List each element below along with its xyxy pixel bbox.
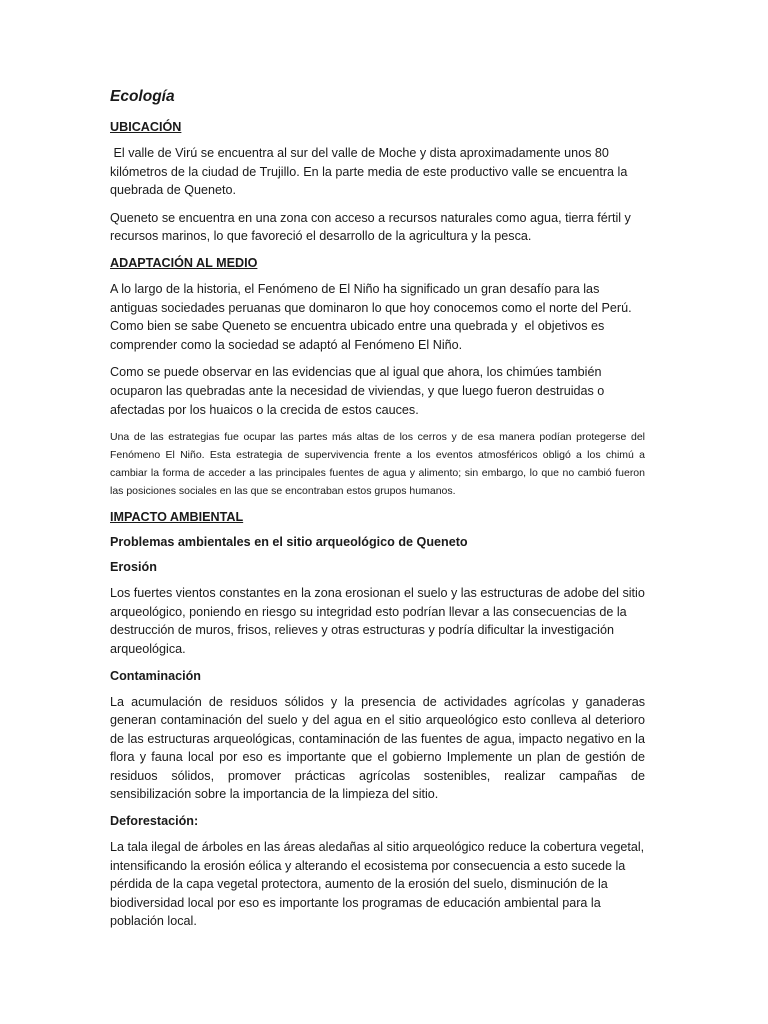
deforestacion-paragraph: La tala ilegal de árboles en las áreas aledañas al sitio arqueológico reduce la cobertura vegetal, intensificando la erosión eólica y alterando el ecosistema por consecuencia a esto sucede la pérdida de la capa vegetal protectora, aumento de la erosión del suelo, disminución de la biodiversidad local por eso es importante los programas de educación ambiental para la población local.: [110, 840, 645, 929]
impacto-subtitle: Problemas ambientales en el sitio arqueológico de Queneto: [110, 535, 468, 550]
deforestacion-heading: Deforestación:: [110, 814, 199, 829]
paragraph-adaptacion-1: A lo largo de la historia, el Fenómeno de El Niño ha significado un gran desafío para las antiguas sociedades peruanas que dominaron lo que hoy conocemos como el norte del Perú. Como bien se sabe Queneto se encuentra ubicado entre una quebrada y el objetivos es comprender como la sociedad se adaptó al Fenómeno El Niño.: [110, 281, 636, 352]
erosion-heading: Erosión: [110, 560, 157, 575]
document-title: Ecología: [110, 88, 175, 105]
paragraph-adaptacion-3: Una de las estrategias fue ocupar las partes más altas de los cerros y de esa manera podían protegerse del Fenómeno El Niño. Esta estrategia de supervivencia frente a los eventos atmosféricos obligó a los chimú a cambiar la forma de acceder a las principales fuentes de agua y alimento; sin embargo, lo que no cambió fueron las posiciones sociales en las que se encontraban estos grupos humanos.: [110, 431, 645, 498]
section-heading-impacto: IMPACTO AMBIENTAL: [110, 510, 244, 525]
contaminacion-paragraph: La acumulación de residuos sólidos y la presencia de actividades agrícolas y ganaderas generan contaminación del suelo y del agua en el sitio arqueológico esto conlleva al deterioro de las estructuras arqueológicas, contaminación de las fuentes de agua, impacto negativo en la flora y fauna local por eso es importante que el gobierno Implemente un plan de gestión de residuos sólidos, promover prácticas agrícolas sostenibles, realizar campañas de sensibilización sobre la importancia de la limpieza del sitio.: [110, 694, 645, 802]
paragraph-adaptacion-2: Como se puede observar en las evidencias que al igual que ahora, los chimúes también ocuparon las quebradas ante la necesidad de viviendas, y que luego fueron destruidas o afectadas por los huaicos o la crecida de estos cauces.: [110, 365, 605, 417]
section-heading-ubicacion: UBICACIÓN: [110, 120, 182, 134]
erosion-paragraph: Los fuertes vientos constantes en la zona erosionan el suelo y las estructuras de adobe del sitio arqueológico, poniendo en riesgo su integridad esto podrían llevar a las consecuencias de la destrucción de muros, frisos, relieves y otras estructuras y podría dificultar la investigación arqueológica.: [110, 586, 645, 656]
contaminacion-heading: Contaminación: [110, 668, 201, 683]
paragraph-ubicacion-2: Queneto se encuentra en una zona con acceso a recursos naturales como agua, tierra fértil y recursos marinos, lo que favoreció el desarrollo de la agricultura y la pesca.: [110, 210, 631, 244]
paragraph-ubicacion-1: El valle de Virú se encuentra al sur del valle de Moche y dista aproximadamente unos 80 kilómetros de la ciudad de Trujillo. En la parte media de este productivo valle se encuentra la quebrada de Queneto.: [110, 146, 631, 198]
document-page: [110, 86, 645, 940]
section-heading-adaptacion: ADAPTACIÓN AL MEDIO: [110, 255, 258, 270]
